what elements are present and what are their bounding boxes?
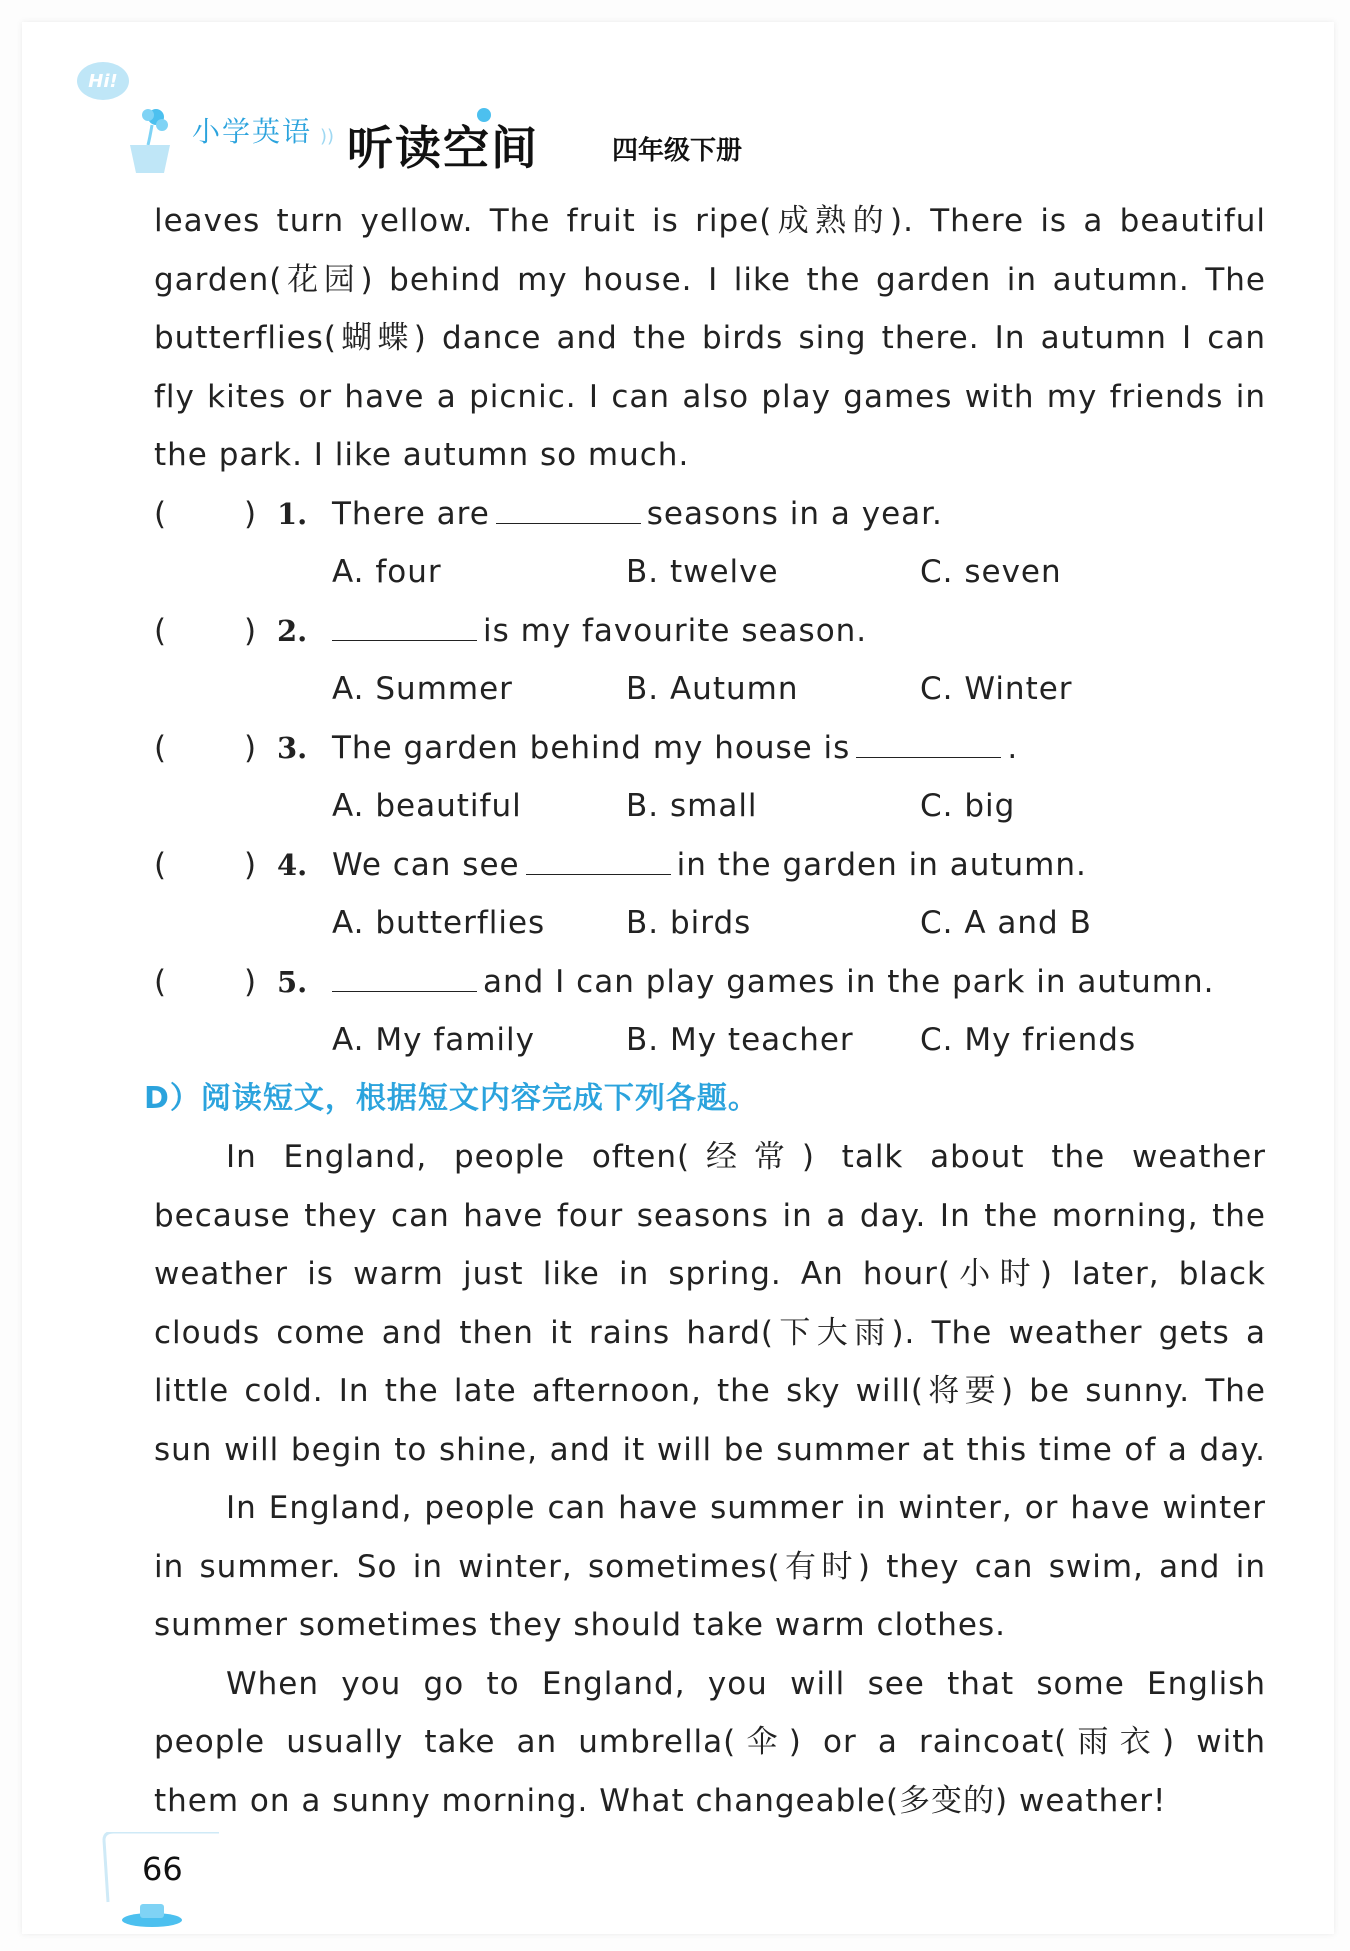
option-a[interactable]: A. Summer (332, 671, 513, 707)
options-row (154, 1011, 1266, 1070)
question-text-after: seasons in a year. (646, 495, 943, 532)
answer-paren-open: ( (154, 612, 167, 649)
question-list (154, 485, 1266, 1070)
option-a[interactable]: A. butterflies (332, 905, 546, 941)
passage-line: in summer. So in winter, sometimes(有时) they can swim, and in (154, 1548, 1266, 1585)
question-number: 4. (277, 847, 308, 882)
page-number: 66 (142, 1850, 183, 1888)
question-text-after: is my favourite season. (483, 612, 868, 649)
question-text-before: There are (332, 495, 490, 532)
option-b[interactable]: B. My teacher (626, 1022, 854, 1058)
answer-blank[interactable] (332, 604, 477, 641)
passage-line: them on a sunny morning. What changeable(多变的) weather! (154, 1782, 1167, 1819)
question-row (154, 602, 1266, 661)
option-b[interactable]: B. twelve (626, 554, 779, 590)
page-header (77, 50, 777, 180)
question-number: 2. (277, 613, 308, 648)
option-c[interactable]: C. big (920, 788, 1016, 824)
passage-line: sun will begin to shine, and it will be summer at this time of a day. (154, 1431, 1266, 1468)
option-a[interactable]: A. My family (332, 1022, 535, 1058)
hi-bubble: Hi! (77, 62, 129, 100)
answer-blank[interactable] (496, 487, 641, 524)
question-row (154, 485, 1266, 544)
question-text-after: in the garden in autumn. (676, 846, 1087, 883)
option-c[interactable]: C. seven (920, 554, 1062, 590)
question-text-before: The garden behind my house is (332, 729, 851, 766)
options-row (154, 894, 1266, 953)
passage-line: In England, people can have summer in winter, or have winter (226, 1490, 1266, 1526)
page-content (144, 192, 1266, 1830)
answer-blank[interactable] (526, 838, 671, 875)
options-row (154, 660, 1266, 719)
passage-line: garden(花园) behind my house. I like the garden in autumn. The (154, 261, 1266, 298)
question-text (332, 485, 943, 544)
question-row (154, 836, 1266, 895)
passage-line: because they can have four seasons in a day. In the morning, the (154, 1197, 1266, 1234)
option-c[interactable]: C. My friends (920, 1022, 1137, 1058)
answer-paren-open: ( (154, 495, 167, 532)
grade-label: 四年级下册 (612, 136, 743, 166)
option-b[interactable]: B. Autumn (626, 671, 799, 707)
options-row (154, 543, 1266, 602)
question-number: 1. (277, 496, 308, 531)
question-text-after: . (1007, 729, 1019, 766)
question-text (326, 602, 867, 661)
passage-line: summer sometimes they should take warm clothes. (154, 1607, 1006, 1643)
question-text (332, 836, 1087, 895)
answer-blank[interactable] (332, 955, 477, 992)
passage-line: people usually take an umbrella(伞) or a raincoat(雨衣) with (154, 1724, 1266, 1760)
flower-pot-icon (122, 105, 178, 175)
wave-decoration: )) (320, 126, 335, 147)
answer-paren-close: ) (244, 495, 257, 532)
passage-continued (154, 192, 1266, 485)
question-row (154, 953, 1266, 1012)
passage-d (154, 1128, 1266, 1830)
answer-paren-close: ) (244, 963, 257, 1000)
question-number: 5. (277, 964, 308, 999)
options-row (154, 777, 1266, 836)
answer-paren-close: ) (244, 612, 257, 649)
question-text (332, 719, 1018, 778)
passage-line: In England, people often(经常) talk about the weather (226, 1139, 1266, 1175)
question-text-before: We can see (332, 846, 520, 883)
option-b[interactable]: B. small (626, 788, 758, 824)
answer-blank[interactable] (856, 721, 1001, 758)
passage-line: leaves turn yellow. The fruit is ripe(成熟的). There is a beautiful (154, 203, 1266, 239)
answer-paren-open: ( (154, 846, 167, 883)
passage-line: weather is warm just like in spring. An hour(小时) later, black (154, 1256, 1266, 1292)
question-row (154, 719, 1266, 778)
question-text (326, 953, 1214, 1012)
answer-paren-open: ( (154, 963, 167, 1000)
option-a[interactable]: A. four (332, 554, 442, 590)
passage-line: clouds come and then it rains hard(下大雨). The weather gets a (154, 1314, 1266, 1351)
answer-paren-close: ) (244, 846, 257, 883)
question-text-after: and I can play games in the park in autumn. (483, 963, 1215, 1000)
series-label: 小学英语 (192, 115, 313, 148)
passage-line: butterflies(蝴蝶) dance and the birds sing there. In autumn I can (154, 320, 1266, 356)
question-number: 3. (277, 730, 308, 765)
passage-line: the park. I like autumn so much. (154, 437, 690, 473)
passage-line: fly kites or have a picnic. I can also play games with my friends in (154, 378, 1266, 415)
answer-paren-close: ) (244, 729, 257, 766)
option-b[interactable]: B. birds (626, 905, 752, 941)
answer-paren-open: ( (154, 729, 167, 766)
passage-line: When you go to England, you will see that some English (226, 1665, 1266, 1702)
page (22, 22, 1334, 1934)
book-title: 听读空间 (347, 121, 539, 175)
section-d-heading: D）阅读短文，根据短文内容完成下列各题。 (144, 1080, 759, 1116)
option-c[interactable]: C. A and B (920, 905, 1092, 941)
option-a[interactable]: A. beautiful (332, 788, 522, 824)
option-c[interactable]: C. Winter (920, 671, 1073, 707)
passage-line: little cold. In the late afternoon, the sky will(将要) be sunny. The (154, 1373, 1266, 1409)
